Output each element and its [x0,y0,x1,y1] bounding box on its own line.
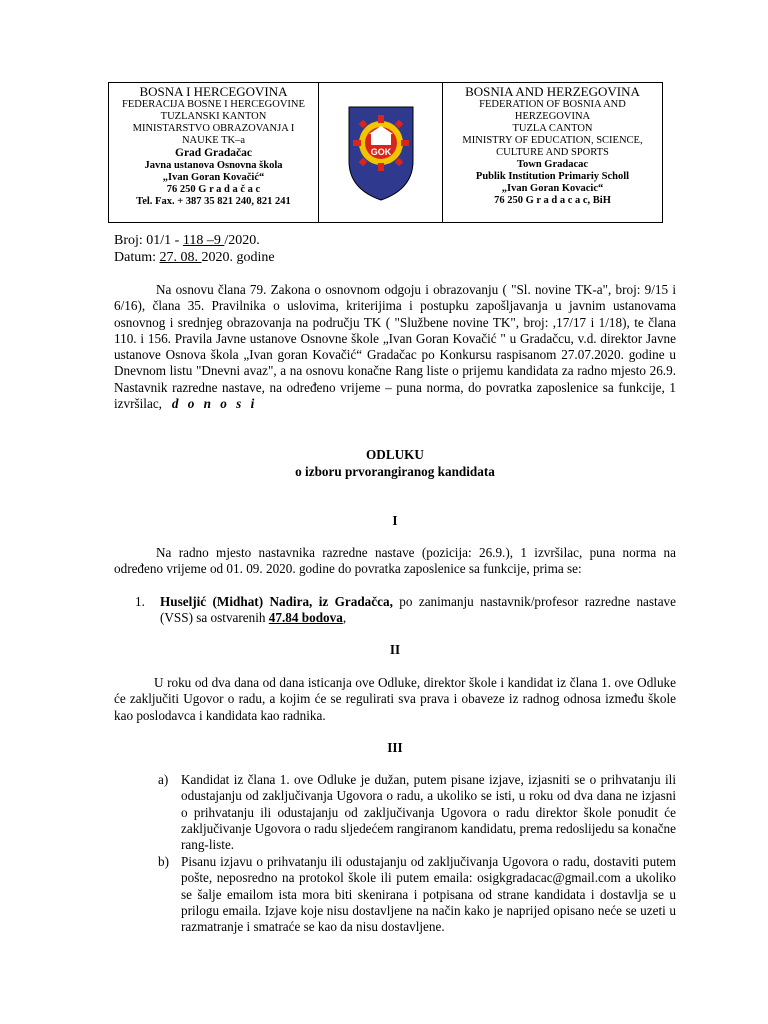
school-logo [319,83,443,222]
letterhead-bosnian [109,83,319,222]
lh-left-line-8: „Ivan Goran Kovačić“ [162,172,265,183]
lh-right-line-8: Publik Institution Primariy Scholl [475,171,630,182]
candidate-end: , [342,610,347,626]
document-number [114,233,260,249]
section-2-text: U roku od dva dana od dana isticanja ove Odluke, direktor škole i kandidat iz člana 1. ove Odluke će zaključiti Ugovor o radu, a kojim će se regulirati sva prava i obaveze iz radnog odnosa između škole kao poslodavca i kandidata kao radnika. [114,675,676,723]
decision-title: ODLUKU [366,447,424,462]
section-1-heading: I [392,513,398,528]
lh-right-line-5: MINISTRY OF EDUCATION, SCIENCE, [462,135,643,146]
broj-prefix: Broj: 01/1 - [114,233,183,248]
datum-date: 27. 08. [159,250,202,265]
document-date [114,250,275,266]
section-3-b-text: Pisanu izjavu o prihvatanju ili odustajanju od zaključivanja Ugovora o radu, dostaviti putem pošte, neposredno na protokol škole ili putem emaila: osigkgradacac@gmail.com a ukoliko se šalje emailom ista mora biti skenirana i potpisana od strane kandidata i dostavlja se u prilogu emaila. Izjave koje nisu dostavljene na način kako je naprijed opisano neće se uzeti u razmatranje i smatraće se kao da nisu dostavljene. [181,854,676,935]
broj-suffix: /2020. [224,233,260,248]
letterhead [108,82,663,223]
datum-suffix: 2020. godine [201,250,275,265]
lh-right-line-3: HERZEGOVINA [514,111,591,122]
lh-right-line-9: „Ivan Goran Kovacic“ [501,183,604,194]
lh-left-line-5: NAUKE TK–a [181,135,246,146]
lh-left-line-7: Javna ustanova Osnovna škola [144,160,283,171]
intro-text: Na osnovu člana 79. Zakona o osnovnom odgoju i obrazovanju ( "Sl. novine TK-a", broj: 9/15 i 6/16), člana 35. Pravilnika o uslovima, kriterijima i postupku zapošljavanja u javnim ustanovama osnovnog i srednjeg obrazovanja na području TK ( "Službene novine TK", broj: ,17/17 i 1/18), te člana 110. i 156. Pravila Javne ustanove Osnovne škole „Ivan Goran Kovačić " u Gradačcu, v.d. direktor Javne ustanove Osnova škola „Ivan goran Kovačić“ Gradačac po Konkursu raspisanom 27.07.2020. godine u Dnevnom listu "Dnevni avaz", a na osnovu konačne Rang liste o prijemu kandidata za radno mjesto 26.9. Nastavnik razredne nastave, na određeno vrijeme – puna norma, do povratka zaposlenice sa funkcije, 1 izvršilac, [114,282,676,412]
intro-donosi: d o n o s i [171,396,258,412]
lh-left-line-1: BOSNA I HERCEGOVINA [139,84,288,99]
section-1-text: Na radno mjesto nastavnika razredne nastave (pozicija: 26.9.), 1 izvršilac, puna norma na određeno vrijeme od 01. 09. 2020. godine do povratka zaposlenice sa funkcije, prima se: [114,545,676,577]
candidate-name: Huseljić (Midhat) Nadira, iz Gradačca, [160,594,393,609]
section-3-heading: III [387,740,403,755]
lh-left-line-6: Grad Gradačac [175,147,252,159]
lh-right-line-6: CULTURE AND SPORTS [496,147,609,158]
lh-left-line-2: FEDERACIJA BOSNE I HERCEGOVINE [122,99,305,110]
datum-prefix: Datum: [114,250,160,265]
section-3-a-marker: a) [158,772,169,787]
lh-left-line-10: Tel. Fax. + 387 35 821 240, 821 241 [136,196,291,207]
candidate-points: 47.84 bodova [268,610,343,626]
broj-number: 118 –9 [182,233,225,248]
candidate-details: po zanimanju nastavnik/profesor razredne nastave (VSS) sa ostvarenih [160,594,677,626]
logo-text: GOK [370,146,391,157]
decision-subtitle: o izboru prvorangiranog kandidata [295,464,495,479]
lh-left-line-4: MINISTARSTVO OBRAZOVANJA I [132,123,295,134]
selected-candidate [160,594,676,627]
section-2-heading: II [389,642,401,657]
lh-left-line-3: TUZLANSKI KANTON [160,111,267,122]
lh-left-line-9: 76 250 G r a d a č a c [166,184,261,195]
lh-right-line-7: Town Gradacac [516,159,589,170]
school-shield-icon [345,103,417,203]
section-1-item-marker: 1. [135,594,145,609]
lh-right-line-1: BOSNIA AND HERZEGOVINA [465,84,640,99]
letterhead-english [443,83,662,222]
intro-paragraph [114,282,676,412]
lh-right-line-10: 76 250 G r a d a c a c, BiH [494,195,611,206]
section-3-b-marker: b) [158,854,169,869]
lh-right-line-4: TUZLA CANTON [512,123,593,134]
section-3-a-text: Kandidat iz člana 1. ove Odluke je dužan, putem pisane izjave, izjasniti se o prihvatanju ili odustajanju od zaključivanja Ugovora o radu, a ukoliko se isti, u roku od dva dana ne izjasni o prihvatanju ili odustajanju od zaključivanja Ugovora o radu direktor škole ponudit će zaključivanje Ugovora o radu sljedećem rangiranom kandidatu, prema redoslijedu sa konačne rang-liste. [181,772,676,853]
lh-right-line-2: FEDERATION OF BOSNIA AND [479,99,626,110]
